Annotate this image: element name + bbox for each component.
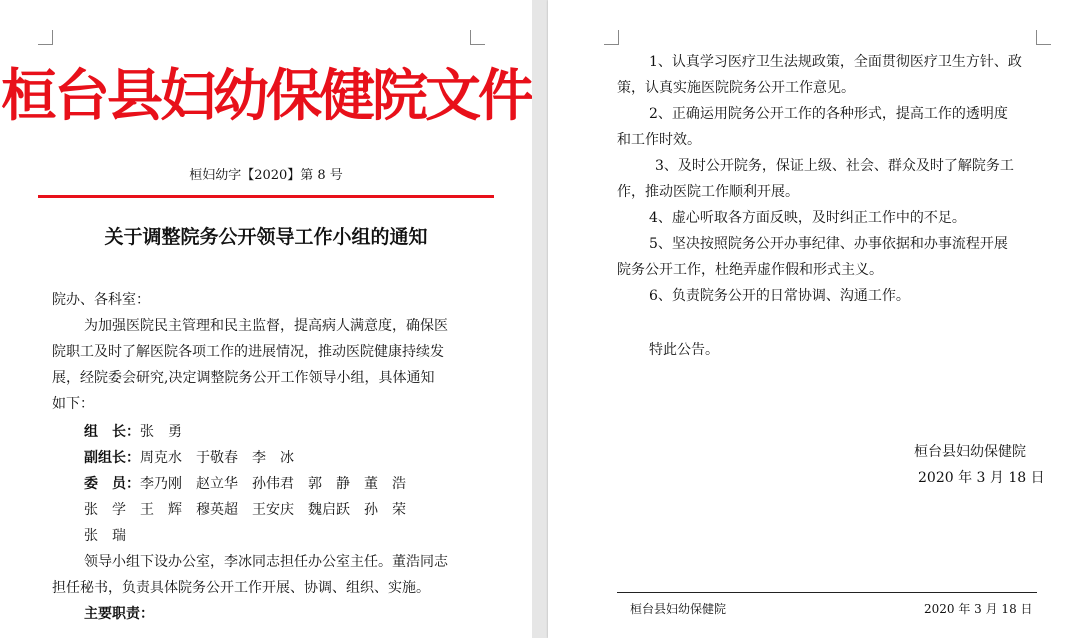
- document-title: 关于调整院务公开领导工作小组的通知: [104, 226, 428, 248]
- members-row-continued: [84, 500, 406, 520]
- red-header-title: 桓台县妇幼保健院文件: [1, 63, 531, 129]
- crop-mark-top-left: [604, 30, 619, 45]
- salutation: 院办、各科室：: [52, 292, 150, 308]
- page-gap: [532, 0, 548, 638]
- document-number: 桓妇幼字【2020】第 8 号: [189, 168, 343, 183]
- intro-line: 为加强医院民主管理和民主监督，提高病人满意度，确保医: [84, 318, 448, 334]
- crop-mark-top-right: [1036, 30, 1051, 45]
- footer-divider: [617, 592, 1037, 593]
- office-line: 领导小组下设办公室，李冰同志担任办公室主任。董浩同志: [84, 554, 448, 570]
- duty-line: 和工作时效。: [617, 132, 701, 148]
- crop-mark-top-right: [470, 30, 485, 45]
- duties-heading: 主要职责：: [84, 606, 154, 622]
- leader-row: [84, 422, 182, 442]
- intro-line: 展，经院委会研究,决定调整院务公开工作领导小组，具体通知: [52, 370, 435, 386]
- members-row-continued: [84, 526, 126, 546]
- footer-organization: 桓台县妇幼保健院: [630, 602, 727, 616]
- crop-mark-top-left: [38, 30, 53, 45]
- office-line: 担任秘书，负责具体院务公开工作开展、协调、组织、实施。: [52, 580, 430, 596]
- member-role-label: 委 员：: [84, 476, 140, 492]
- intro-line: 如下：: [52, 396, 94, 412]
- duty-line: 1、认真学习医疗卫生法规政策，全面贯彻医疗卫生方针、政: [649, 54, 1022, 70]
- duty-line: 策，认真实施医院院务公开工作意见。: [617, 80, 855, 96]
- member-names: 张 瑞: [84, 528, 126, 544]
- vice-role-label: 副组长：: [84, 450, 140, 466]
- duty-line: 3、及时公开院务，保证上级、社会、群众及时了解院务工: [655, 158, 1014, 174]
- member-names: 李乃刚 赵立华 孙伟君 郭 静 董 浩: [140, 476, 406, 492]
- members-row: [84, 474, 406, 494]
- left-page: [0, 0, 532, 638]
- duty-line: 院务公开工作，杜绝弄虚作假和形式主义。: [617, 262, 883, 278]
- duty-line: 6、负责院务公开的日常协调、沟通工作。: [649, 288, 910, 304]
- duty-line: 2、正确运用院务公开工作的各种形式，提高工作的透明度: [649, 106, 1008, 122]
- vice-leader-row: [84, 448, 294, 468]
- leader-role-label: 组 长：: [84, 424, 140, 440]
- duty-line: 5、坚决按照院务公开办事纪律、办事依据和办事流程开展: [649, 236, 1008, 252]
- footer-date: 2020 年 3 月 18 日: [924, 602, 1033, 616]
- closing-text: 特此公告。: [649, 342, 719, 358]
- signature-organization: 桓台县妇幼保健院: [914, 444, 1026, 460]
- duty-line: 4、虚心听取各方面反映，及时纠正工作中的不足。: [649, 210, 966, 226]
- red-divider-line: [38, 195, 494, 198]
- signature-date: 2020 年 3 月 18 日: [918, 470, 1045, 486]
- member-names: 张 学 王 辉 穆英超 王安庆 魏启跃 孙 荣: [84, 502, 406, 518]
- vice-names: 周克水 于敬春 李 冰: [140, 450, 294, 466]
- duty-line: 作，推动医院工作顺利开展。: [617, 184, 799, 200]
- intro-line: 院职工及时了解医院各项工作的进展情况，推动医院健康持续发: [52, 344, 444, 360]
- leader-names: 张 勇: [140, 424, 182, 440]
